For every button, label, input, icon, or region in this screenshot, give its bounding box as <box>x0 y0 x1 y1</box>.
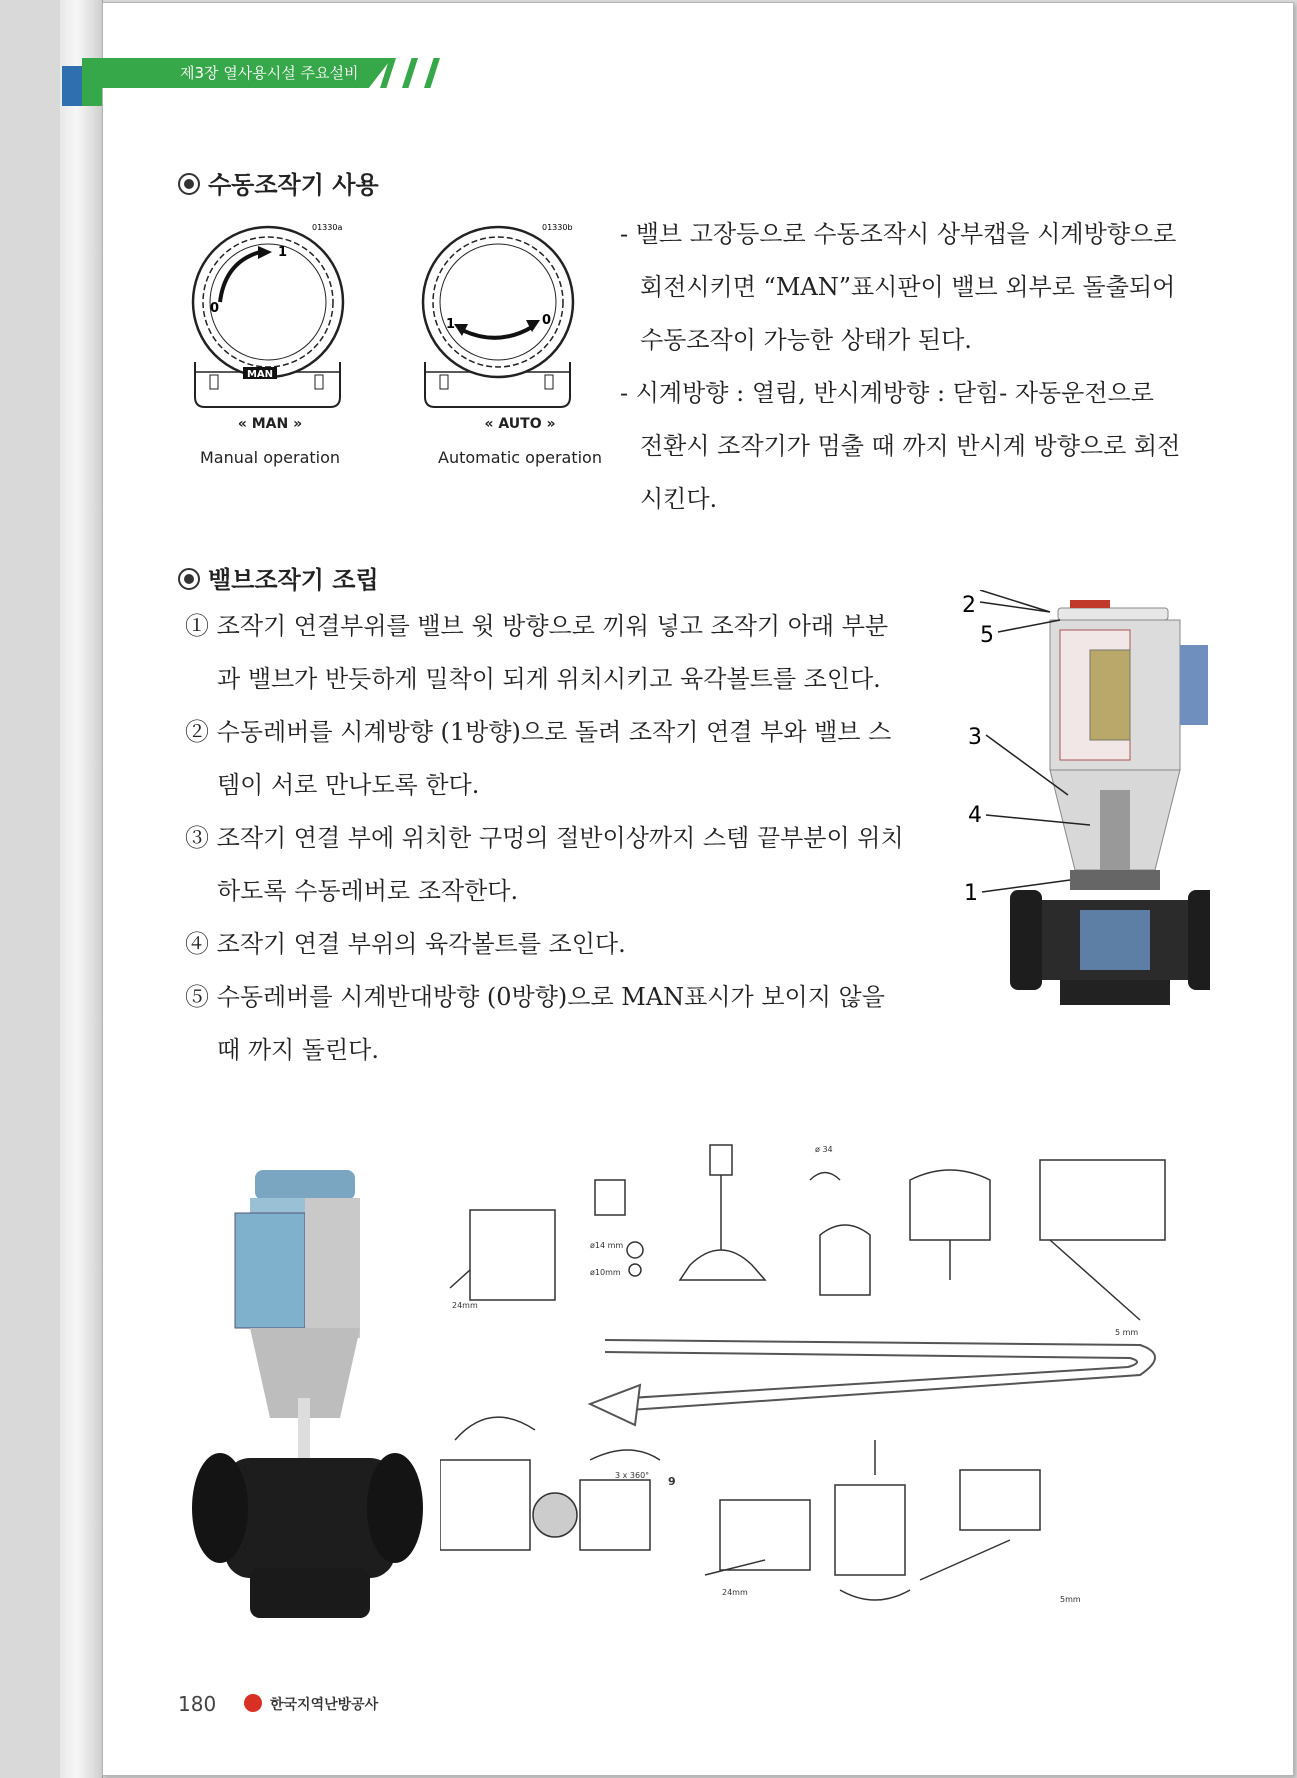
step-label: 5 mm <box>1115 1328 1139 1337</box>
section-title: 수동조작기 사용 <box>208 171 379 199</box>
text-line: ③ 조작기 연결 부에 위치한 구멍의 절반이상까지 스템 끝부분이 위치 <box>185 824 904 852</box>
target-bullet-icon <box>178 173 200 195</box>
callout-1: 1 <box>964 881 978 906</box>
step-label: ø10mm <box>590 1268 621 1277</box>
dial-num-0: 0 <box>210 301 220 316</box>
man-badge-text: MAN <box>246 369 274 380</box>
dial-diagrams <box>180 212 620 472</box>
step-label: ø 34 <box>815 1145 833 1154</box>
book-spine <box>60 0 103 1778</box>
callout-5: 5 <box>980 623 994 648</box>
text-line: - 밸브 고장등으로 수동조작시 상부캡을 시계방향으로 <box>620 220 1177 248</box>
text-line: 템이 서로 만나도록 한다. <box>217 771 480 799</box>
text-line: 하도록 수동레버로 조작한다. <box>217 877 519 905</box>
callout-3: 3 <box>968 725 982 750</box>
text-line: 회전시키면 “MAN”표시판이 밸브 외부로 돌출되어 <box>640 273 1176 301</box>
dial-mode-auto: « AUTO » <box>484 416 556 432</box>
text-line: ⑤ 수동레버를 시계반대방향 (0방향)으로 MAN표시가 보이지 않을 <box>185 983 885 1011</box>
text-line: ④ 조작기 연결 부위의 육각볼트를 조인다. <box>185 930 626 958</box>
text-line: 과 밸브가 반듯하게 밀착이 되게 위치시키고 육각볼트를 조인다. <box>217 665 881 693</box>
step-label: 3 x 360° <box>615 1471 650 1480</box>
actuator-valve-photo <box>190 1158 430 1628</box>
dial-num-1: 1 <box>446 317 456 332</box>
step-label: 5mm <box>1060 1595 1081 1604</box>
section-title: 밸브조작기 조립 <box>208 566 379 594</box>
text-line: 시킨다. <box>640 485 718 513</box>
dial-label-manual: Manual operation <box>199 448 341 467</box>
text-line: ② 수동레버를 시계방향 (1방향)으로 돌려 조작기 연결 부와 밸브 스 <box>185 718 892 746</box>
manual-description <box>620 208 1200 526</box>
dial-label-auto: Automatic operation <box>438 448 602 467</box>
dial-manual <box>193 223 343 407</box>
section-heading-manual <box>178 165 379 200</box>
section-heading-assembly <box>178 560 379 595</box>
step-label: 9 <box>668 1475 676 1488</box>
text-line: 전환시 조작기가 멈출 때 까지 반시계 방향으로 회전 <box>640 432 1181 460</box>
text-line: 때 까지 돌린다. <box>217 1036 379 1064</box>
dial-auto <box>423 223 573 407</box>
target-bullet-icon <box>178 568 200 590</box>
step-label: ø14 mm <box>590 1241 624 1250</box>
dial-num-0: 0 <box>542 313 552 328</box>
assembly-step-diagrams <box>440 1140 1200 1640</box>
text-line: ① 조작기 연결부위를 밸브 윗 방향으로 끼워 넣고 조작기 아래 부분 <box>185 612 889 640</box>
company-name: 한국지역난방공사 <box>270 1697 379 1713</box>
company-logo-icon <box>244 1694 262 1712</box>
dial-num-1: 1 <box>278 245 288 260</box>
valve-cutaway-image <box>950 590 1210 1020</box>
assembly-steps <box>185 600 925 1077</box>
step-label: 24mm <box>452 1301 478 1310</box>
figure-code: 01330a <box>312 223 343 232</box>
text-line: 수동조작이 가능한 상태가 된다. <box>640 326 972 354</box>
figure-code: 01330b <box>542 223 573 232</box>
chapter-title: 제3장 열사용시설 주요설비 <box>180 64 359 82</box>
text-line: - 시계방향 : 열림, 반시계방향 : 닫힘- 자동운전으로 <box>620 379 1154 407</box>
dial-mode-man: « MAN » <box>237 416 303 432</box>
header-tab-blue <box>62 66 82 106</box>
callout-2: 2 <box>962 593 976 618</box>
callout-4: 4 <box>968 803 982 828</box>
step-label: 24mm <box>722 1588 748 1597</box>
page-number: 180 <box>178 1692 217 1716</box>
header-tab-green <box>82 58 102 106</box>
